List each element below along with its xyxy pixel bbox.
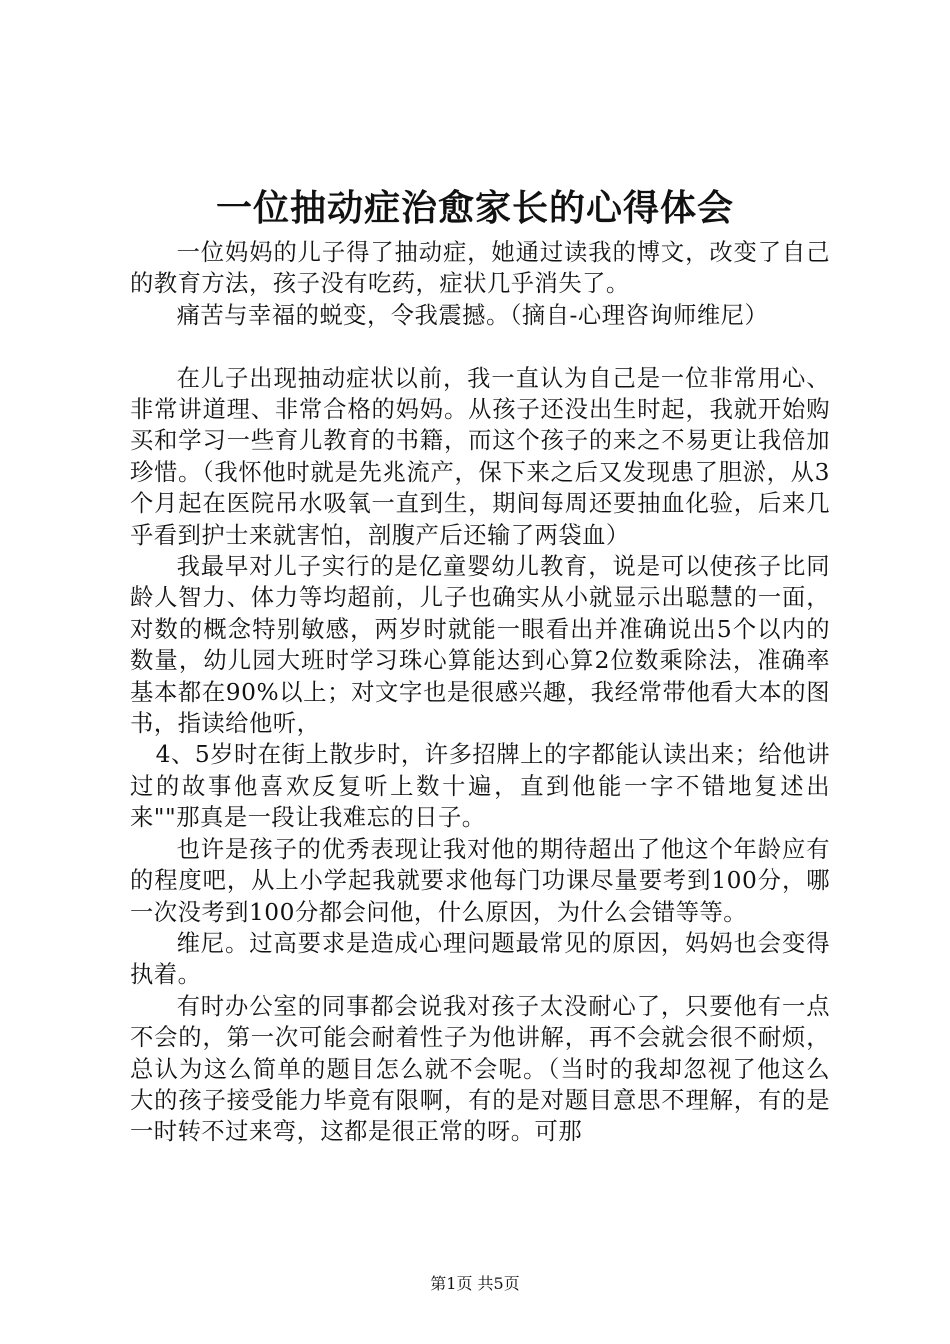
paragraph: 一位妈妈的儿子得了抽动症，她通过读我的博文，改变了自己的教育方法，孩子没有吃药，症状几乎消失了。	[130, 239, 830, 298]
document-title: 一位抽动症治愈家长的心得体会	[215, 187, 734, 229]
paragraph: 维尼。过高要求是造成心理问题最常见的原因，妈妈也会变得执着。	[130, 929, 830, 989]
paragraph: 痛苦与幸福的蜕变，令我震撼。（摘自-心理咨询师维尼）	[176, 301, 769, 329]
document-body	[130, 237, 830, 1148]
paragraph: 在儿子出现抽动症状以前，我一直认为自己是一位非常用心、非常讲道理、非常合格的妈妈。从孩子还没出生时起，我就开始购买和学习一些育儿教育的书籍，而这个孩子的来之不易更让我倍加珍惜。（我怀他时就是先兆流产，保下来之后又发现患了胆淤，从3个月起在医院吊水吸氧一直到生，期间每周还要抽血化验，后来几乎看到护士来就害怕，剖腹产后还输了两袋血）	[130, 364, 830, 549]
paragraph: 我最早对儿子实行的是亿童婴幼儿教育，说是可以使孩子比同龄人智力、体力等均超前，儿子也确实从小就显示出聪慧的一面，对数的概念特别敏感，两岁时就能一眼看出并准确说出5个以内的数量，幼儿园大班时学习珠心算能达到心算2位数乘除法，准确率基本都在90%以上；对文字也是很感兴趣，我经常带他看大本的图书，指读给他听，	[130, 553, 830, 738]
page-number-footer: 第1页 共5页	[430, 1274, 520, 1293]
paragraph: 4、5岁时在街上散步时，许多招牌上的字都能认读出来；给他讲过的故事他喜欢反复听上数十遍，直到他能一字不错地复述出来""那真是一段让我难忘的日子。	[130, 741, 830, 832]
paragraph: 也许是孩子的优秀表现让我对他的期待超出了他这个年龄应有的程度吧，从上小学起我就要求他每门功课尽量要考到100分，哪一次没考到100分都会问他，什么原因，为什么会错等等。	[130, 835, 830, 926]
paragraph: 有时办公室的同事都会说我对孩子太没耐心了，只要他有一点不会的，第一次可能会耐着性子为他讲解，再不会就会很不耐烦，总认为这么简单的题目怎么就不会呢。（当时的我却忽视了他这么大的孩子接受能力毕竟有限啊，有的是对题目意思不理解，有的是一时转不过来弯，这都是很正常的呀。可那	[130, 992, 830, 1146]
